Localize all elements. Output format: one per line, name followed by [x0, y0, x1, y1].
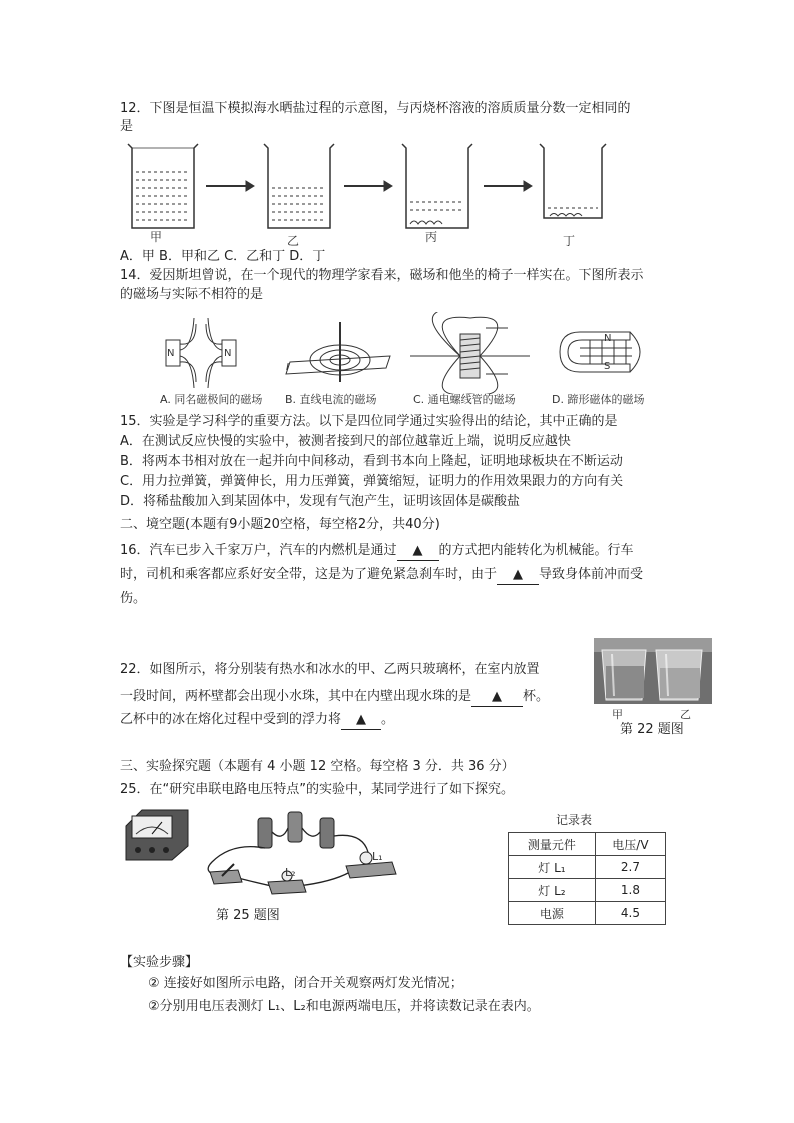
q15-option-b: B．将两本书相对放在一起并向中间移动，看到书本向上隆起，证明地球板块在不断运动 — [120, 454, 623, 469]
batteries — [258, 812, 334, 848]
beaker-bing — [402, 144, 472, 228]
q22-glasses-photo — [594, 638, 712, 704]
q22-line3 — [120, 711, 394, 730]
beaker-label-bing: 丙 — [425, 230, 438, 244]
table-cell: 2.7 — [595, 856, 665, 879]
arrow-2 — [344, 181, 392, 191]
q22-line3-a: 乙杯中的冰在熔化过程中受到的浮力将 — [120, 712, 342, 727]
q12-stem-line2: 是 — [120, 119, 134, 134]
q22-line2-a: 一段时间，两杯壁都会出现小水珠，其中在内壁出现水珠的是 — [120, 689, 472, 704]
caption-b: B. 直线电流的磁场 — [285, 393, 377, 406]
q14-stem-line2: 的磁场与实际不相符的是 — [120, 287, 264, 302]
fig-d-horseshoe — [560, 332, 640, 372]
table-header-row — [509, 833, 666, 856]
q25-step-1: ② 连接好如图所示电路，闭合开关观察两灯发光情况； — [148, 976, 463, 991]
q15-option-d: D．将稀盐酸加入到某固体中，发现有气泡产生，证明该固体是碳酸盐 — [120, 494, 521, 509]
arrow-3 — [484, 181, 532, 191]
table-row — [509, 902, 666, 925]
table-cell: 4.5 — [595, 902, 665, 925]
table-row — [509, 879, 666, 902]
q14-stem-line1: 14．爱因斯坦曾说，在一个现代的物理学家看来，磁场和他坐的椅子一样实在。下图所表示 — [120, 268, 644, 283]
q12-options: A．甲 B．甲和乙 C．乙和丁 D．丁 — [120, 249, 326, 264]
q15-option-a: A．在测试反应快慢的实验中，被测者接到尺的部位越靠近上端，说明反应越快 — [120, 434, 571, 449]
q22-blank-2: ▲ — [341, 711, 381, 730]
q22-line1: 22．如图所示，将分别装有热水和冰水的甲、乙两只玻璃杯，在室内放置 — [120, 662, 540, 677]
switch — [210, 864, 242, 884]
circuit-lamp-l1-label: L₁ — [372, 850, 383, 863]
fig-a-pole-n-right: N — [224, 348, 232, 359]
q16-blank-1: ▲ — [397, 542, 439, 561]
table-header-cell: 电压/V — [595, 833, 665, 856]
q16-line1-a: 16．汽车已步入千家万户，汽车的内燃机是通过 — [120, 543, 397, 558]
q16-blank-2: ▲ — [497, 566, 539, 585]
q12-beakers-figure — [120, 136, 620, 246]
q16-line1 — [120, 542, 634, 561]
beaker-label-yi: 乙 — [287, 234, 300, 248]
glass-jia — [602, 650, 646, 700]
table-header-cell: 测量元件 — [509, 833, 596, 856]
circuit-lamp-l2-label: L₂ — [285, 866, 296, 879]
record-table-title: 记录表 — [556, 813, 593, 827]
q25-steps-title: 【实验步骤】 — [120, 955, 199, 970]
q22-line2 — [120, 688, 549, 707]
table-cell: 灯 L₂ — [509, 879, 596, 902]
table-cell: 1.8 — [595, 879, 665, 902]
beaker-jia — [128, 144, 198, 228]
q16-line1-b: 的方式把内能转化为机械能。行车 — [438, 543, 634, 558]
arrow-1 — [206, 181, 254, 191]
q15-stem: 15．实验是学习科学的重要方法。以下是四位同学通过实验得出的结论，其中正确的是 — [120, 414, 618, 429]
caption-c: C. 通电螺线管的磁场 — [413, 393, 516, 406]
beaker-label-jia: 甲 — [150, 230, 163, 244]
fig-a-pole-n-left: N — [167, 348, 175, 359]
caption-d: D. 蹄形磁体的磁场 — [552, 393, 645, 406]
q16-line2 — [120, 566, 643, 585]
photo-label-jia: 甲 — [612, 708, 623, 721]
q12-stem-line1: 12．下图是恒温下模拟海水晒盐过程的示意图，与丙烧杯溶液的溶质质量分数一定相同的 — [120, 101, 631, 116]
section-2-heading: 二、境空题(本题有9小题20空格，每空格2分，共40分) — [120, 517, 440, 532]
fig-d-pole-n: N — [604, 333, 612, 344]
voltmeter — [126, 810, 188, 860]
caption-a: A. 同名磁极间的磁场 — [160, 393, 263, 406]
fig-b-current-label: I — [286, 362, 289, 373]
q16-line3: 伤。 — [120, 591, 147, 606]
fig-c-solenoid — [410, 312, 530, 394]
lamp-l1 — [346, 852, 396, 878]
q16-line2-b: 导致身体前冲而受 — [539, 567, 644, 582]
beaker-label-ding: 丁 — [563, 234, 576, 248]
glass-yi — [656, 650, 702, 700]
fig-b-straight-current — [286, 322, 390, 382]
beaker-yi — [264, 144, 334, 228]
table-row — [509, 856, 666, 879]
q22-line2-b: 杯。 — [523, 689, 550, 704]
q22-line3-b: 。 — [381, 712, 395, 727]
q16-line2-a: 时，司机和乘客都应系好安全带，这是为了避免紧急刹车时，由于 — [120, 567, 498, 582]
table-cell: 灯 L₁ — [509, 856, 596, 879]
photo-label-yi: 乙 — [680, 708, 691, 721]
q25-stem: 25．在“研究串联电路电压特点”的实验中，某同学进行了如下探究。 — [120, 782, 515, 797]
q15-option-c: C．用力拉弹簧，弹簧伸长，用力压弹簧，弹簧缩短，证明力的作用效果跟力的方向有关 — [120, 474, 624, 489]
q22-blank-1: ▲ — [471, 688, 523, 707]
q25-figure-caption: 第 25 题图 — [216, 908, 280, 923]
beaker-ding — [540, 144, 606, 218]
q22-figure-caption: 第 22 题图 — [620, 722, 684, 737]
fig-d-pole-s: S — [604, 361, 611, 372]
section-3-heading: 三、实验探究题（本题有 4 小题 12 空格。每空格 3 分．共 36 分） — [120, 759, 515, 774]
record-table — [508, 832, 666, 925]
table-cell: 电源 — [509, 902, 596, 925]
q25-step-2: ②分别用电压表测灯 L₁、L₂和电源两端电压，并将读数记录在表内。 — [148, 999, 540, 1014]
